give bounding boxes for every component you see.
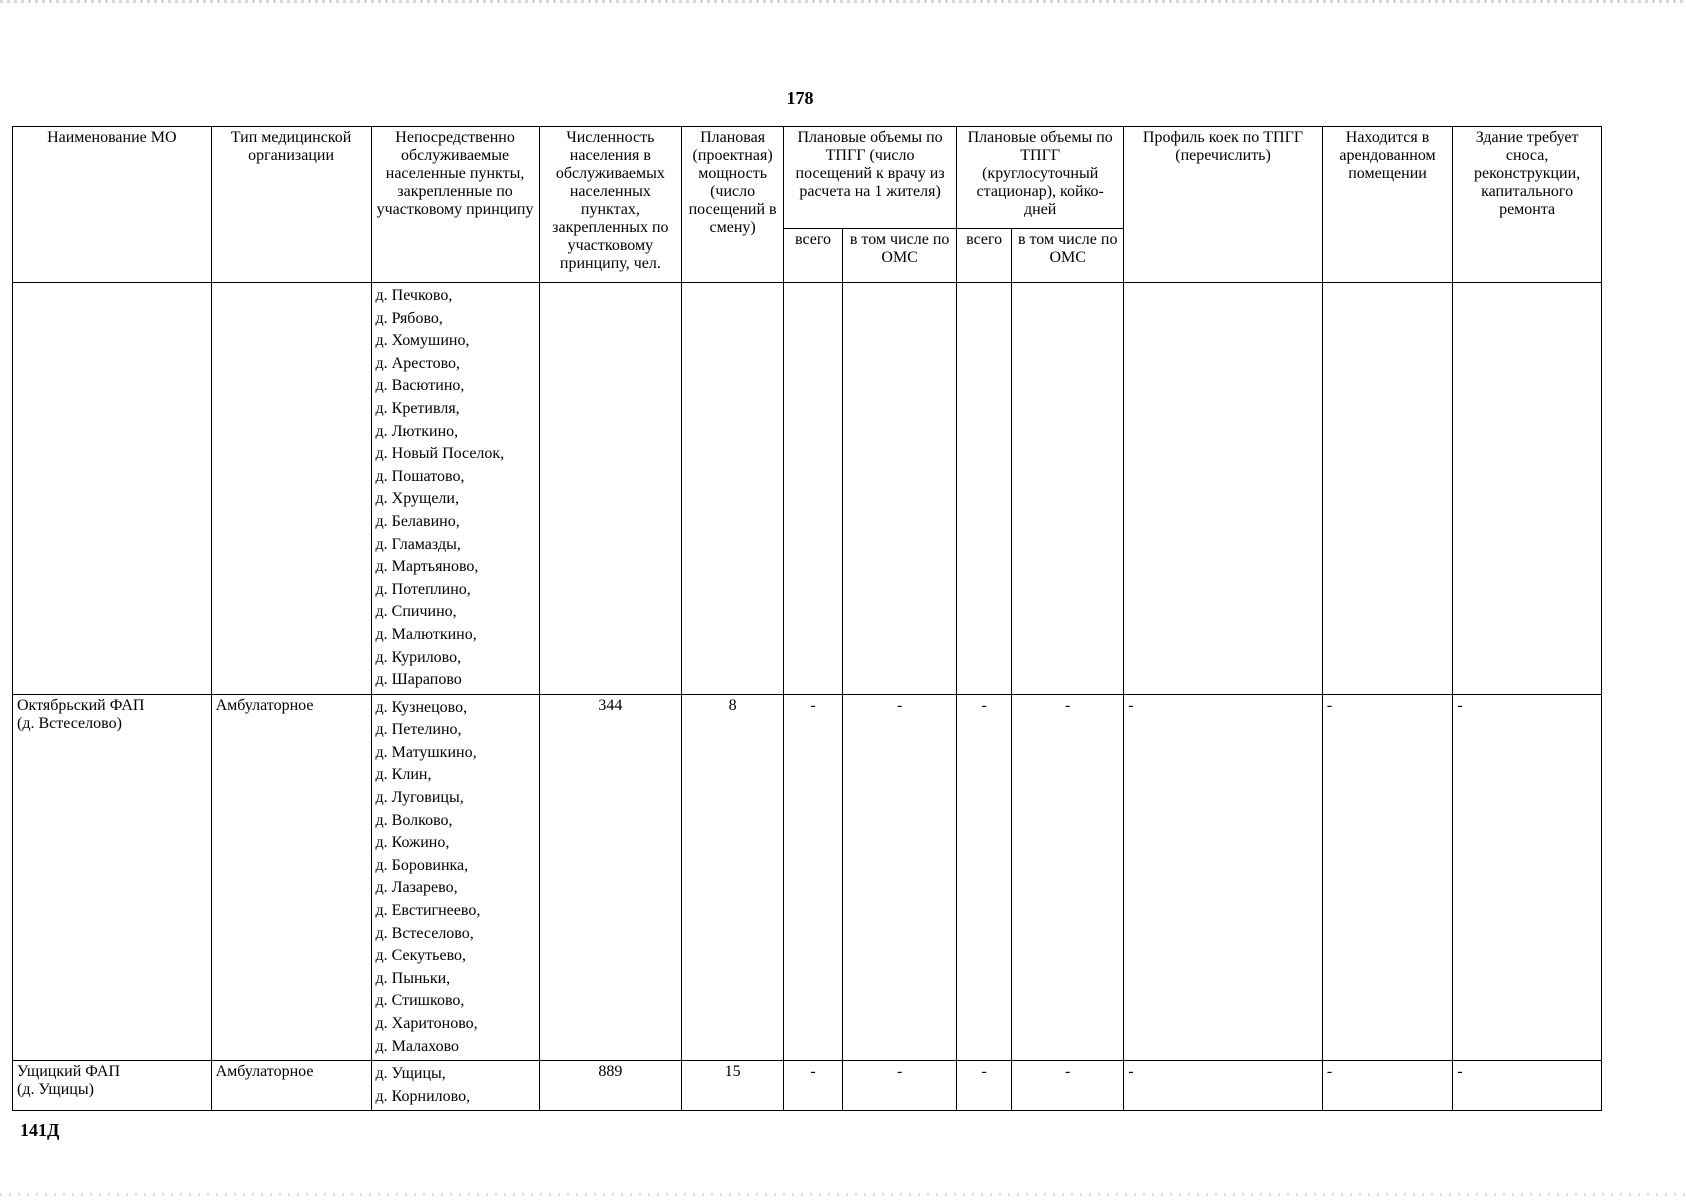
settlement-item: д. Гламазды, <box>375 535 461 553</box>
settlement-item: д. Матушкино, <box>375 743 477 761</box>
cell-settlements <box>371 1061 539 1111</box>
cell-population: 889 <box>539 1061 682 1111</box>
settlement-item: д. Печково, <box>375 287 453 304</box>
cell-name-mo <box>13 694 212 1061</box>
scan-edge-bottom <box>0 1193 1686 1196</box>
medical-organizations-table <box>12 126 1602 1111</box>
settlement-item: д. Ущицы, <box>375 1065 446 1083</box>
settlement-item: д. Шарапово <box>375 671 462 689</box>
table-row <box>13 283 1602 695</box>
header-visits-oms: в том числе по ОМС <box>843 229 957 283</box>
settlement-item: д. Малюткино, <box>375 625 477 643</box>
settlement-item: д. Арестово, <box>375 354 461 372</box>
settlement-item: д. Хрущели, <box>375 490 459 508</box>
settlement-item: д. Лазарево, <box>375 879 458 897</box>
settlement-item: д. Секутьево, <box>375 947 467 965</box>
settlement-item: д. Потеплино, <box>375 580 471 598</box>
settlement-item: д. Кожино, <box>375 834 450 852</box>
cell-capacity: 15 <box>682 1061 784 1111</box>
settlement-item: д. Пыньки, <box>375 969 451 987</box>
settlement-item: д. Новый Поселок, <box>375 445 505 463</box>
settlement-item: д. Харитоново, <box>375 1015 478 1032</box>
header-population: Численность населения в обслуживаемых населенных пунктах, закрепленных по участковому принципу, чел. <box>539 127 682 283</box>
settlement-item: д. Люткино, <box>375 422 459 440</box>
cell-org-type: Амбулаторное <box>211 1061 371 1111</box>
settlement-item: д. Малахово <box>375 1037 460 1055</box>
name-mo-line: Октябрьский ФАП <box>17 696 145 714</box>
cell-capacity: 8 <box>682 694 784 1061</box>
name-mo-line: (д. Встеселово) <box>17 714 122 732</box>
cell-visits-oms: - <box>843 1061 957 1111</box>
table-row <box>13 1061 1602 1111</box>
cell-org-type: Амбулаторное <box>211 694 371 1061</box>
cell-beds-oms: - <box>1012 1061 1124 1111</box>
cell-beds-oms <box>1012 283 1124 695</box>
settlement-item: д. Кузнецово, <box>375 698 468 716</box>
settlement-item: д. Хомушино, <box>375 332 470 350</box>
settlement-item: д. Пошатово, <box>375 467 465 485</box>
cell-bed-profile: - <box>1124 694 1323 1061</box>
table-body <box>13 283 1602 1111</box>
cell-visits-total: - <box>784 694 843 1061</box>
cell-visits-oms: - <box>843 694 957 1061</box>
header-building: Здание требует сноса, реконструкции, капитального ремонта <box>1453 127 1602 283</box>
settlement-item: д. Корнилово, <box>375 1087 471 1105</box>
settlement-item: д. Рябово, <box>375 309 443 327</box>
cell-visits-oms <box>843 283 957 695</box>
settlement-item: д. Белавино, <box>375 512 460 530</box>
cell-name-mo <box>13 283 212 695</box>
page-number: 178 <box>786 88 814 108</box>
settlement-item: д. Мартьяново, <box>375 558 479 576</box>
header-capacity: Плановая (проектная) мощность (число посещений в смену) <box>682 127 784 283</box>
cell-building <box>1453 283 1602 695</box>
cell-rented <box>1322 283 1452 695</box>
cell-population <box>539 283 682 695</box>
settlement-item: д. Кретивля, <box>375 399 460 417</box>
settlement-item: д. Боровинка, <box>375 856 469 874</box>
settlement-item: д. Васютино, <box>375 377 465 395</box>
header-beds-group: Плановые объемы по ТПГГ (круглосуточный стационар), койко-дней <box>957 127 1124 229</box>
settlement-item: д. Встеселово, <box>375 924 474 942</box>
cell-rented: - <box>1322 1061 1452 1111</box>
cell-rented: - <box>1322 694 1452 1061</box>
cell-bed-profile: - <box>1124 1061 1323 1111</box>
cell-beds-total: - <box>957 694 1012 1061</box>
header-name-mo: Наименование МО <box>13 127 212 283</box>
settlement-item: д. Спичино, <box>375 603 457 621</box>
name-mo-line: (д. Ущицы) <box>17 1081 94 1099</box>
cell-beds-total <box>957 283 1012 695</box>
settlement-item: д. Волково, <box>375 811 453 829</box>
cell-beds-oms: - <box>1012 694 1124 1061</box>
cell-building: - <box>1453 694 1602 1061</box>
cell-visits-total <box>784 283 843 695</box>
header-org-type: Тип медицинской организации <box>211 127 371 283</box>
cell-settlements <box>371 283 539 695</box>
scan-edge-top <box>0 0 1686 3</box>
cell-name-mo <box>13 1061 212 1111</box>
header-visits-group: Плановые объемы по ТПГГ (число посещений к врачу из расчета на 1 жителя) <box>784 127 957 229</box>
cell-building: - <box>1453 1061 1602 1111</box>
cell-org-type <box>211 283 371 695</box>
settlement-item: д. Петелино, <box>375 721 462 739</box>
header-settlements: Непосредственно обслуживаемые населенные пункты, закрепленные по участковому принципу <box>371 127 539 283</box>
settlement-item: д. Луговицы, <box>375 789 464 807</box>
name-mo-line: Ущицкий ФАП <box>17 1063 121 1081</box>
settlement-item: д. Курилово, <box>375 648 462 666</box>
settlement-item: д. Стишково, <box>375 992 465 1010</box>
header-bed-profile: Профиль коек по ТПГГ (перечислить) <box>1124 127 1323 283</box>
header-beds-oms: в том числе по ОМС <box>1012 229 1124 283</box>
header-visits-total: всего <box>784 229 843 283</box>
table-row <box>13 694 1602 1061</box>
settlement-item: д. Евстигнеево, <box>375 902 481 920</box>
cell-bed-profile <box>1124 283 1323 695</box>
header-rented: Находится в арендованном помещении <box>1322 127 1452 283</box>
cell-capacity <box>682 283 784 695</box>
header-beds-total: всего <box>957 229 1012 283</box>
cell-settlements <box>371 694 539 1061</box>
cell-visits-total: - <box>784 1061 843 1111</box>
cell-beds-total: - <box>957 1061 1012 1111</box>
settlement-item: д. Клин, <box>375 766 432 784</box>
cell-population: 344 <box>539 694 682 1061</box>
footer-code: 141Д <box>20 1120 60 1140</box>
